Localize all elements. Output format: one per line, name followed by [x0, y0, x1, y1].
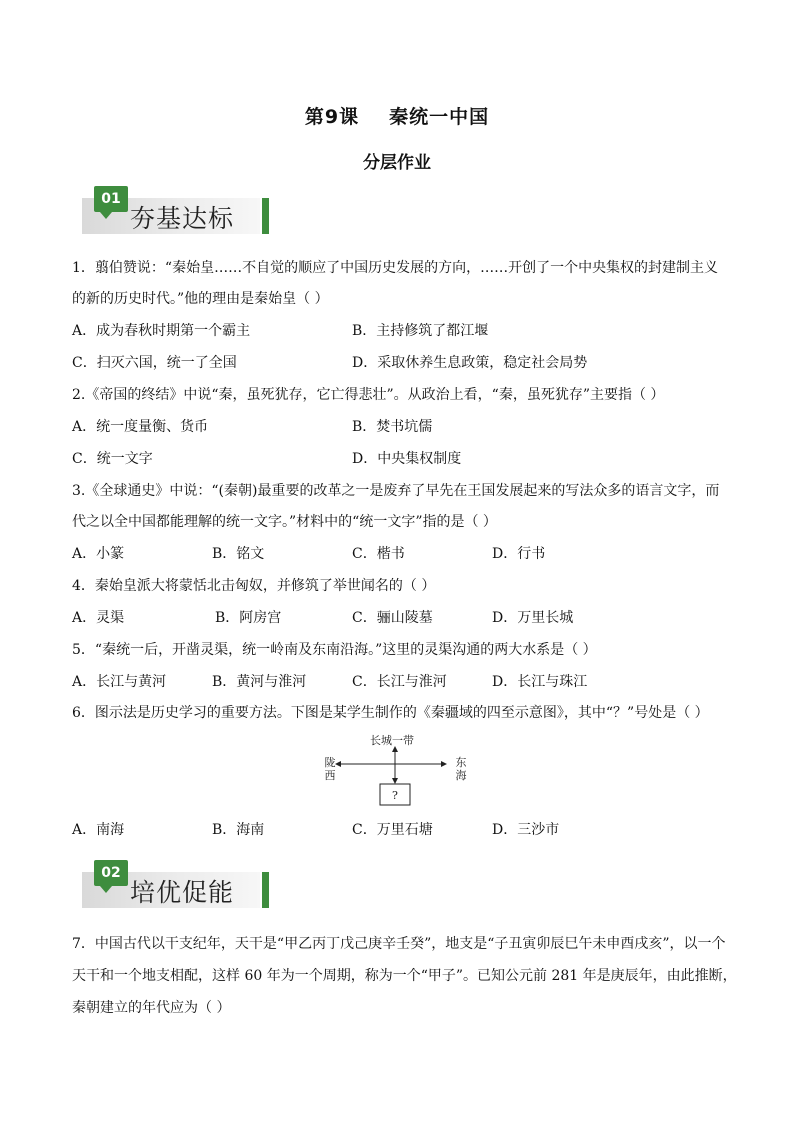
- question-4-option-d: D．万里长城: [492, 610, 574, 626]
- qin-territory-diagram: [318, 734, 478, 810]
- page-title: [0, 102, 794, 129]
- section-title: 夯基达标: [130, 204, 235, 233]
- question-2-option-c: C．统一文字: [72, 451, 153, 467]
- question-1-text-cont: 的新的历史时代。”他的理由是秦始皇（ ）: [72, 291, 329, 307]
- question-4-option-a: A．灵渠: [72, 610, 125, 626]
- label-east: 东海: [455, 756, 467, 782]
- question-2-option-a: A．统一度量衡、货币: [72, 419, 209, 435]
- question-2-option-d: D．中央集权制度: [352, 451, 462, 467]
- question-3-option-b: B．铭文: [212, 546, 265, 562]
- section-number-badge: 01: [94, 186, 128, 212]
- question-6-option-d: D．三沙市: [492, 822, 560, 838]
- section-header-basic: [82, 186, 272, 236]
- question-5-text: 5．“秦统一后，开凿灵渠，统一岭南及东南沿海。”这里的灵渠沟通的两大水系是（ ）: [72, 642, 597, 658]
- question-6-option-a: A．南海: [72, 822, 125, 838]
- question-7-text: 7．中国古代以干支纪年，天干是“甲乙丙丁戊己庚辛壬癸”，地支是“子丑寅卯辰巳午未申酉戌亥”，以一个: [72, 936, 726, 952]
- question-5-option-b: B．黄河与淮河: [212, 674, 307, 690]
- question-4-option-c: C．骊山陵墓: [352, 610, 433, 626]
- question-5-option-c: C．长江与淮河: [352, 674, 447, 690]
- question-4-option-b: B．阿房宫: [215, 610, 282, 626]
- question-1-option-a: A．成为春秋时期第一个霸主: [72, 323, 251, 339]
- question-7-text-cont: 天干和一个地支相配，这样 60 年为一个周期，称为一个“甲子”。已知公元前 281 年是庚辰年，由此推断，: [72, 968, 737, 984]
- question-2-text: 2.《帝国的终结》中说“秦，虽死犹存，它亡得悲壮”。从政治上看，“秦，虽死犹存”主要指（ ）: [72, 387, 665, 403]
- question-2-option-b: B．焚书坑儒: [352, 419, 433, 435]
- label-north: 长城一带: [370, 734, 414, 747]
- lesson-title: 秦统一中国: [389, 106, 490, 128]
- section-accent-bar: [262, 198, 269, 234]
- question-3-option-c: C．楷书: [352, 546, 405, 562]
- question-1-option-c: C．扫灭六国，统一了全国: [72, 355, 237, 371]
- question-3-text-cont: 代之以全中国都能理解的统一文字。”材料中的“统一文字”指的是（ ）: [72, 514, 497, 530]
- section-number-badge: 02: [94, 860, 128, 886]
- question-3-text: 3.《全球通史》中说：“(秦朝)最重要的改革之一是废弃了早先在王国发展起来的写法众多的语言文字，而: [72, 483, 720, 499]
- page-subtitle: 分层作业: [363, 153, 431, 173]
- section-accent-bar: [262, 872, 269, 908]
- question-5-option-a: A．长江与黄河: [72, 674, 167, 690]
- question-7-text-end: 秦朝建立的年代应为（ ）: [72, 1000, 231, 1016]
- question-1-text: 1．翦伯赞说：“秦始皇……不自觉的顺应了中国历史发展的方向，……开创了一个中央集权的封建制主义: [72, 260, 719, 276]
- section-header-advanced: [82, 860, 272, 910]
- question-6-option-b: B．海南: [212, 822, 265, 838]
- section-title: 培优促能: [130, 878, 235, 907]
- question-4-text: 4．秦始皇派大将蒙恬北击匈奴，并修筑了举世闻名的（ ）: [72, 578, 436, 594]
- question-5-option-d: D．长江与珠江: [492, 674, 588, 690]
- question-6-text: 6．图示法是历史学习的重要方法。下图是某学生制作的《秦疆域的四至示意图》，其中“？”号处是（ ）: [72, 705, 709, 721]
- question-6-option-c: C．万里石塘: [352, 822, 433, 838]
- label-west: 陇西: [324, 756, 336, 782]
- question-1-option-d: D．采取休养生息政策，稳定社会局势: [352, 355, 588, 371]
- question-3-option-d: D．行书: [492, 546, 546, 562]
- question-3-option-a: A．小篆: [72, 546, 125, 562]
- question-1-option-b: B．主持修筑了都江堰: [352, 323, 489, 339]
- lesson-number: 第9课: [304, 106, 360, 128]
- label-unknown: ?: [392, 789, 398, 802]
